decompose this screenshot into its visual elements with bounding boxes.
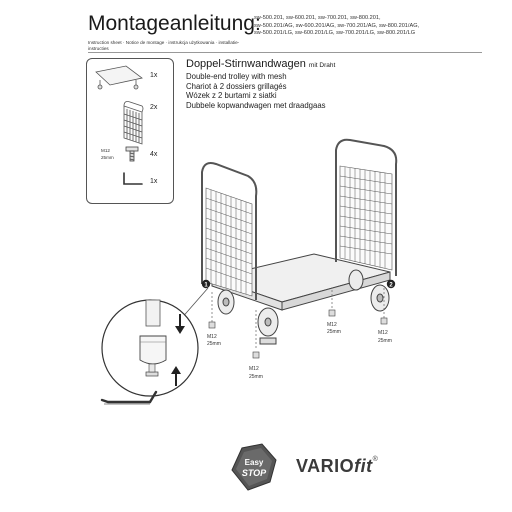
product-translation: Double-end trolley with mesh	[186, 72, 287, 81]
variofit-logo	[296, 456, 378, 477]
detail-zoom-circle	[102, 300, 198, 396]
step-1-label: 1	[204, 282, 208, 289]
bolt-length-text: 25mm	[249, 374, 263, 380]
model-line: sw-500.201/LG, sw-600.201/LG, sw-700.201/LG, sw-800.201/LG	[254, 30, 416, 37]
part-qty: 4x	[150, 151, 158, 158]
model-line: sw-500.201/AG, sw-600.201/AG, sw-700.201/AG, sw-800.201/AG,	[254, 22, 420, 29]
bolt-size-text: M12	[327, 322, 337, 328]
bolt-length-text: 25mm	[207, 341, 221, 347]
bolt-length-text: 25mm	[378, 338, 392, 344]
step-2-label: 2	[389, 282, 393, 289]
bolt-length-label: 25mm	[101, 155, 114, 160]
product-name-suffix: mit Draht	[308, 62, 336, 69]
bolt-size-label: M12	[101, 148, 110, 153]
part-qty: 1x	[150, 72, 158, 79]
brand-registered: ®	[372, 456, 379, 463]
easystop-badge	[232, 444, 276, 490]
bolt-size-text: M12	[249, 366, 259, 372]
bolt-icons	[209, 310, 387, 358]
right-mesh-wall	[336, 140, 396, 276]
page-title: Montageanleitung:	[88, 12, 261, 35]
badge-line2: STOP	[241, 468, 267, 478]
step-2-marker	[387, 280, 395, 289]
product-translation: Dubbele kopwandwagen met draadgaas	[186, 100, 326, 110]
bolt-size-text: M12	[207, 334, 217, 340]
part-qty: 1x	[150, 178, 158, 185]
bolt-size-text: M12	[378, 330, 388, 336]
brand-name-part2: fit	[354, 456, 373, 476]
product-name-main: Doppel-Stirnwandwagen	[186, 58, 306, 70]
bolt-length-text: 25mm	[327, 329, 341, 335]
product-translation: Chariot à 2 dossiers grillagés	[186, 81, 287, 91]
brand-name-part1: VARIO	[296, 456, 355, 476]
page-subtitle: Instruction sheet · Notice de montage · instrukcja użytkowania · installatie-instructies	[88, 40, 240, 51]
part-qty: 2x	[150, 104, 158, 111]
product-translation: Wózek z 2 burtami z siatki	[186, 91, 277, 101]
badge-line1: Easy	[244, 458, 264, 467]
left-mesh-wall	[202, 163, 256, 300]
bolt-size-labels	[207, 322, 392, 380]
model-line: sw-500.201, sw-600.201, sw-700.201, sw-800.201,	[254, 15, 381, 21]
step-1-marker	[202, 280, 210, 289]
